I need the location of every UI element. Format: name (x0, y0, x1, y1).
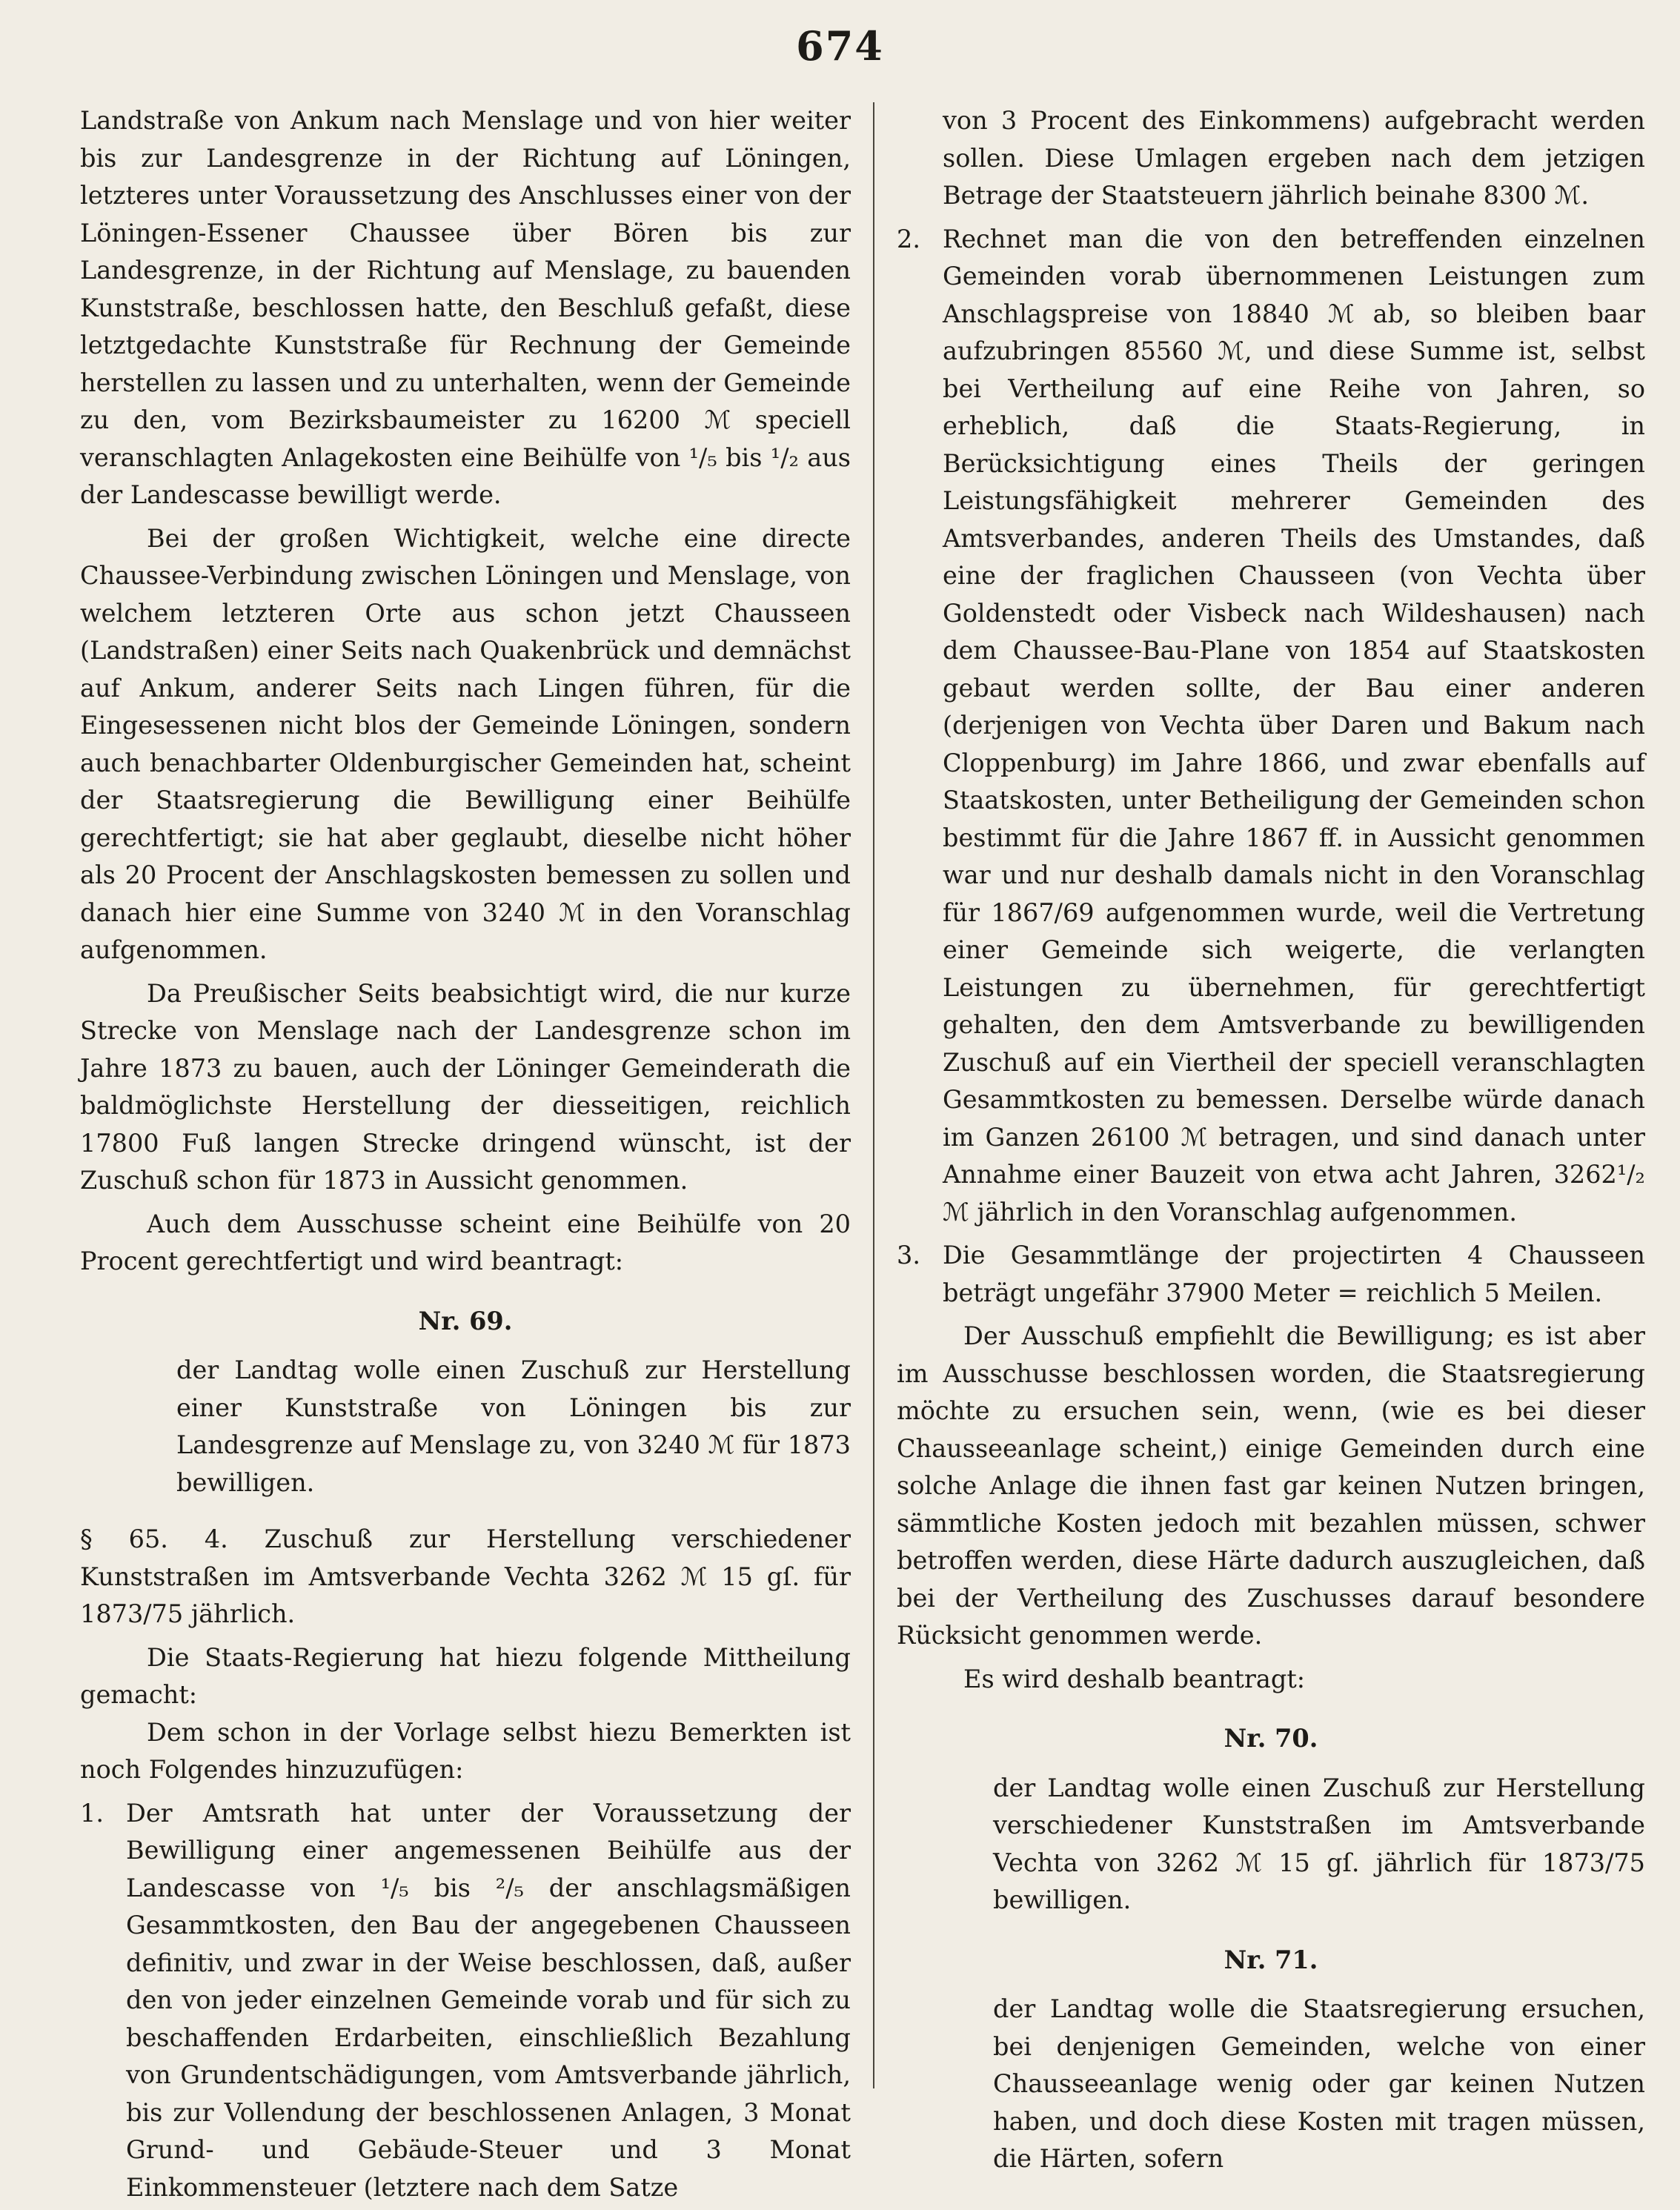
motion-69-text: der Landtag wolle einen Zuschuß zur Herstellung einer Kunststraße von Löningen bis zur Landesgrenze auf Menslage zu, von 3240 ℳ für 1873 bewilligen. (176, 1355, 851, 1497)
paragraph-additions: Dem schon in der Vorlage selbst hiezu Bemerkten ist noch Folgendes hinzuzufügen: (80, 1717, 851, 1784)
left-column (80, 102, 851, 2206)
paragraph-government-notice: Die Staats-Regierung hat hiezu folgende Mittheilung gemacht: (80, 1642, 851, 1709)
right-column (897, 102, 1645, 2178)
paragraph-therefore-proposed: Es wird deshalb beantragt: (963, 1664, 1306, 1693)
list-item-text: Die Gesammtlänge der projectirten 4 Chausseen beträgt ungefähr 37900 Meter = reichlich 5 Meilen. (943, 1241, 1645, 1307)
paragraph-committee-approval: Auch dem Ausschusse scheint eine Beihülfe von 20 Procent gerechtfertigt und wird beantragt: (80, 1209, 851, 1275)
motion-number-69: Nr. 69. (418, 1306, 513, 1335)
paragraph-importance: Bei der großen Wichtigkeit, welche eine directe Chaussee-Verbindung zwischen Löningen und Menslage, von welchem letzteren Orte aus schon jetzt Chausseen (Landstraßen) einer Seits nach Quakenbrück und demnächst auf Ankum, anderer Seits nach Lingen führen, für die Eingesessenen nicht blos der Gemeinde Löningen, sondern auch benachbarter Oldenburgischer Gemeinden hat, scheint der Staatsregierung die Bewilligung einer Beihülfe gerechtfertigt; sie hat aber geglaubt, dieselbe nicht höher als 20 Procent der Anschlagskosten bemessen zu sollen und danach hier eine Summe von 3240 ℳ in den Voranschlag aufgenommen. (80, 523, 851, 964)
motion-number-70: Nr. 70. (1224, 1724, 1318, 1753)
section-65-title: § 65. 4. Zuschuß zur Herstellung verschiedener Kunststraßen im Amtsverbande Vechta 3262 ℳ 15 gſ. für 1873/75 jährlich. (80, 1524, 851, 1628)
list-item-3 (897, 1237, 1645, 1312)
list-item-text: Rechnet man die von den betreffenden einzelnen Gemeinden vorab übernommenen Leistungen zum Anschlagspreise von 18840 ℳ ab, so bleiben baar aufzubringen 85560 ℳ, und diese Summe ist, selbst bei Vertheilung auf eine Reihe von Jahren, so erheblich, daß die Staats-Regierung, in Berücksichtigung eines Theils der geringen Leistungsfähigkeit mehrerer Gemeinden des Amtsverbandes, anderen Theils des Umstandes, daß eine der fraglichen Chausseen (von Vechta über Goldenstedt oder Visbeck nach Wildeshausen) nach dem Chaussee-Bau-Plane von 1854 auf Staatskosten gebaut werden sollte, der Bau einer anderen (derjenigen von Vechta über Daren und Bakum nach Cloppenburg) im Jahre 1866, und zwar ebenfalls auf Staatskosten, unter Betheiligung der Gemeinden schon bestimmt für die Jahre 1867 ff. in Aussicht genommen war und nur deshalb damals nicht in den Voranschlag für 1867/69 aufgenommen wurde, weil die Vertretung einer Gemeinde sich weigerte, die verlangten Leistungen zu übernehmen, für gerechtfertigt gehalten, den dem Amtsverbande zu bewilligenden Zuschuß auf ein Viertheil der speciell veranschlagten Gesammtkosten zu bemessen. Derselbe würde danach im Ganzen 26100 ℳ betragen, und sind danach unter Annahme einer Bauzeit von etwa acht Jahren, 3262¹/₂ ℳ jährlich in den Voranschlag aufgenommen. (943, 224, 1645, 1227)
paragraph-prussian-side: Da Preußischer Seits beabsichtigt wird, die nur kurze Strecke von Menslage nach der Landesgrenze schon im Jahre 1873 zu bauen, auch der Löninger Gemeinderath die baldmöglichste Herstellung der diesseitigen, reichlich 17800 Fuß langen Strecke dringend wünscht, ist der Zuschuß schon für 1873 in Aussicht genommen. (80, 978, 851, 1195)
page-number: 674 (796, 22, 884, 70)
list-item-number: 1. (80, 1798, 104, 1828)
column-divider (873, 102, 874, 2088)
motion-71-text: der Landtag wolle die Staatsregierung ersuchen, bei denjenigen Gemeinden, welche von einer Chausseeanlage wenig oder gar keinen Nutzen haben, und doch diese Kosten mit tragen müssen, die Härten, sofern (993, 1994, 1645, 2173)
paragraph-continuation: Landstraße von Ankum nach Menslage und von hier weiter bis zur Landesgrenze in der Richtung auf Löningen, letzteres unter Voraussetzung des Anschlusses einer von der Löningen-Essener Chaussee über Bören bis zur Landesgrenze, in der Richtung auf Menslage, zu bauenden Kunststraße, beschlossen hatte, den Beschluß gefaßt, diese letztgedachte Kunststraße für Rechnung der Gemeinde herstellen zu lassen und zu unterhalten, wenn der Gemeinde zu den, vom Bezirksbaumeister zu 16200 ℳ speciell veranschlagten Anlagekosten eine Beihülfe von ¹/₅ bis ¹/₂ aus der Landescasse bewilligt werde. (80, 106, 851, 509)
list-item-text: Der Amtsrath hat unter der Voraussetzung der Bewilligung einer angemessenen Beihülfe aus der Landescasse von ¹/₅ bis ²/₅ der anschlagsmäßigen Gesammtkosten, den Bau der angegebenen Chausseen definitiv, und zwar in der Weise beschlossen, daß, außer den von jeder einzelnen Gemeinde vorab und für sich zu beschaffenden Erdarbeiten, einschließlich Bezahlung von Grundentschädigungen, vom Amtsverbande jährlich, bis zur Vollendung der beschlossenen Anlagen, 3 Monat Grund- und Gebäude-Steuer und 3 Monat Einkommensteuer (letztere nach dem Satze (126, 1798, 851, 2202)
motion-70-text: der Landtag wolle einen Zuschuß zur Herstellung verschiedener Kunststraßen im Amtsverbande Vechta von 3262 ℳ 15 gſ. jährlich für 1873/75 bewilligen. (993, 1773, 1645, 1914)
motion-number-71: Nr. 71. (1224, 1945, 1318, 1974)
list-item-2 (897, 221, 1645, 1232)
list-item-1-continuation: von 3 Procent des Einkommens) aufgebracht werden sollen. Diese Umlagen ergeben nach dem jetzigen Betrage der Staatsteuern jährlich beinahe 8300 ℳ. (943, 106, 1645, 210)
list-item-1 (80, 1795, 851, 2207)
paragraph-committee-recommendation: Der Ausschuß empfiehlt die Bewilligung; es ist aber im Ausschusse beschlossen worden, die Staatsregierung möchte zu ersuchen sein, wenn, (wie es bei dieser Chausseeanlage scheint,) einige Gemeinden durch eine solche Anlage die ihnen fast gar keinen Nutzen bringen, sämmtliche Kosten jedoch mit bezahlen müssen, schwer betroffen werden, diese Härte dadurch auszugleichen, daß bei der Vertheilung des Zuschusses darauf besondere Rücksicht genommen werde. (897, 1321, 1645, 1650)
list-item-number: 2. (897, 224, 920, 253)
list-item-number: 3. (897, 1241, 920, 1270)
